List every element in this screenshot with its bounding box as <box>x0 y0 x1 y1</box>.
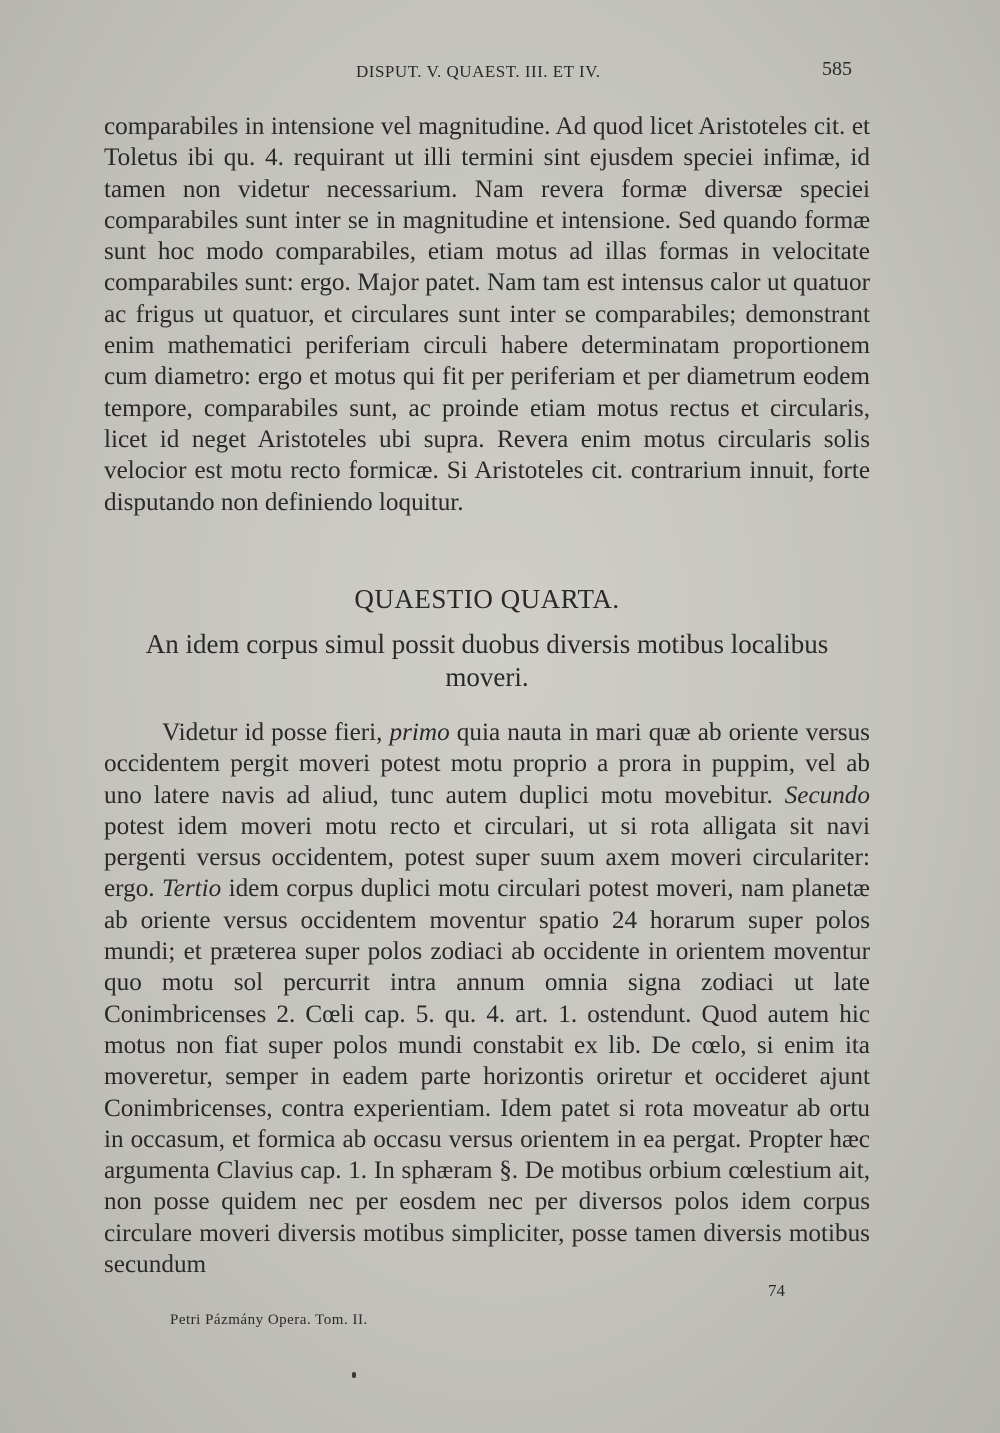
paragraph-2 <box>104 717 870 1280</box>
paragraph-2-segment: potest idem moveri motu recto et circulari, ut si rota alligata sit navi pergenti versus occidentem, potest super suum axem moveri circulariter: ergo. <box>104 812 870 903</box>
paragraph-1-text: comparabiles in intensione vel magnitudine. Ad quod licet Aristoteles cit. et Toletus ibi qu. 4. requirant ut illi termini sint ejusdem speciei infimæ, id tamen non videtur necessarium. Nam revera formæ diversæ speciei comparabiles sunt inter se in magnitudine et intensione. Sed quando formæ sunt hoc modo comparabiles, etiam motus ad illas formas in velocitate comparabiles sunt: ergo. Major patet. Nam tam est intensus calor ut quatuor ac frigus ut quatuor, et circulares sunt inter se comparabiles; demonstrant enim mathematici periferiam circuli habere determinatam proportionem cum diametro: ergo et motus qui fit per periferiam et per diametrum eodem tempore, comparabiles sunt, ac proinde etiam motus rectus et circularis, licet id neget Aristoteles ubi supra. Revera enim motus circularis solis velocior est motu recto formicæ. Si Aristoteles cit. contrarium innuit, forte disputando non definiendo loquitur. <box>104 113 870 516</box>
paragraph-2-segment: quia nauta in mari quæ ab oriente versus occidentem pergit moveri potest motu proprio a prora in puppim, vel ab uno latere navis ad aliud, tunc autem duplici motu movebitur. <box>104 719 870 809</box>
running-head <box>0 58 1000 88</box>
signature-mark: 74 <box>768 1281 785 1300</box>
italic-primo: primo <box>389 719 450 746</box>
question-title: An idem corpus simul possit duobus diversis motibus localibus moveri. <box>145 629 829 692</box>
paragraph-1 <box>104 111 870 518</box>
paragraph-2-segment: idem corpus duplici motu circulari potest moveri, nam planetæ ab oriente versus occidentem moventur spatio 24 horarum super polos mundi; et præterea super polos zodiaci ab occidente in orientem moventur quo motu sol percurrit intra annum omnia signa zodiaci ut late Conimbricenses 2. Cœli cap. 5. qu. 4. art. 1. ostendunt. Quod autem hic motus non fiat super polos mundi constabit ex lib. De cœlo, si enim ita moveretur, semper in eadem parte horizontis oriretur et occideret ajunt Conimbricenses, contra experientiam. Idem patet si rota moveatur ab ortu in occasum, et formica ab occasu versus orientem in ea pergat. Propter hæc argumenta Clavius cap. 1. In sphæram §. De motibus orbium cœlestium ait, non posse quidem nec per eosdem nec per diversos polos idem corpus circulare moveri diversis motibus simpliciter, posse tamen diversis motibus secundum <box>104 875 870 1279</box>
ink-speck <box>352 1372 356 1378</box>
paragraph-2-text <box>104 717 870 1280</box>
paragraph-2-segment: Videtur id posse fieri, <box>162 719 390 746</box>
italic-tertio: Tertio <box>161 875 222 903</box>
section-title: QUAESTIO QUARTA. <box>354 584 620 614</box>
running-title: DISPUT. V. QUAEST. III. ET IV. <box>356 62 601 81</box>
italic-secundo: Secundo <box>784 781 870 809</box>
footer-work-title: Petri Pázmány Opera. Tom. II. <box>170 1312 368 1328</box>
page-number: 585 <box>822 58 852 80</box>
